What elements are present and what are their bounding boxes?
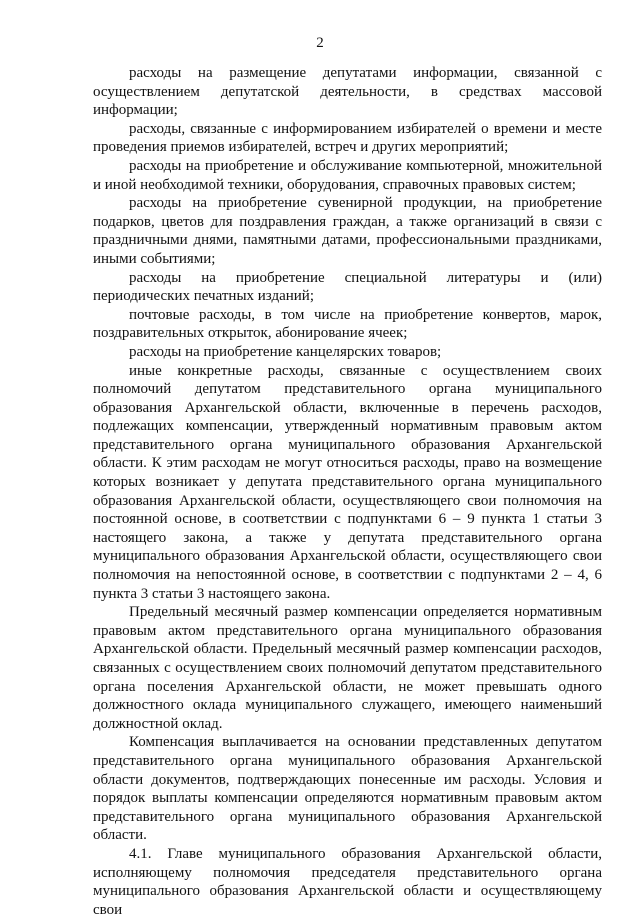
paragraph-souvenir-expenses: расходы на приобретение сувенирной продукции, на приобретение подарков, цветов для поздравления граждан, а также организаций в связи с праздничными днями, памятными датами, профессиональными праздниками, иными событиями; [93, 195, 602, 267]
paragraph-4-1-head-of-municipality: 4.1. Главе муниципального образования Архангельской области, исполняющему полномочия председателя представительного органа муниципального образования Архангельской области и осуществляющему свои [93, 845, 602, 918]
paragraph-stationery-expenses: расходы на приобретение канцелярских товаров; [129, 343, 442, 360]
paragraph-compensation-payment: Компенсация выплачивается на основании представленных депутатом представительного органа муниципального образования Архангельской области документов, подтверждающих понесенные им расходы. Условия и порядок выплаты компенсации определяются нормативным правовым актом представительного органа муниципального образования Архангельской области. [93, 734, 602, 844]
paragraph-equipment-expenses: расходы на приобретение и обслуживание компьютерной, множительной и иной необходимой техники, оборудования, справочных правовых систем; [93, 157, 602, 193]
paragraph-literature-expenses: расходы на приобретение специальной литературы и (или) периодических печатных изданий; [93, 269, 602, 305]
paragraph-media-expenses: расходы на размещение депутатами информации, связанной с осуществлением депутатской деятельности, в средствах массовой информации; [93, 65, 602, 119]
paragraph-compensation-limit: Предельный месячный размер компенсации определяется нормативным правовым актом представительного органа муниципального образования Архангельской области. Предельный месячный размер компенсации расходов, связанных с осуществлением своих полномочий депутатом представительного органа поселения Архангельской области, не может превышать одного должностного оклада муниципального служащего, имеющего наименьший должностной оклад. [93, 604, 602, 732]
paragraph-postal-expenses: почтовые расходы, в том числе на приобретение конвертов, марок, поздравительных открыток, абонирование ячеек; [93, 306, 602, 342]
page-number: 2 [316, 35, 324, 51]
paragraph-voter-informing-expenses: расходы, связанные с информированием избирателей о времени и месте проведения приемов избирателей, встреч и других мероприятий; [93, 120, 602, 156]
document-body [93, 64, 602, 919]
paragraph-other-expenses: иные конкретные расходы, связанные с осуществлением своих полномочий депутатом представительного органа муниципального образования Архангельской области, включенные в перечень расходов, подлежащих компенсации, утвержденный нормативным правовым актом представительного органа муниципального образования Архангельской области. К этим расходам не могут относиться расходы, право на возмещение которых возникает у депутата представительного органа муниципального образования Архангельской области, осуществляющего свои полномочия на постоянной основе, в соответствии с подпунктами 6 – 9 пункта 1 статьи 3 настоящего закона, а также у депутата представительного органа муниципального образования Архангельской области, осуществляющего свои полномочия на непостоянной основе, в соответствии с подпунктами 2 – 4, 6 пункта 3 статьи 3 настоящего закона. [93, 362, 602, 602]
